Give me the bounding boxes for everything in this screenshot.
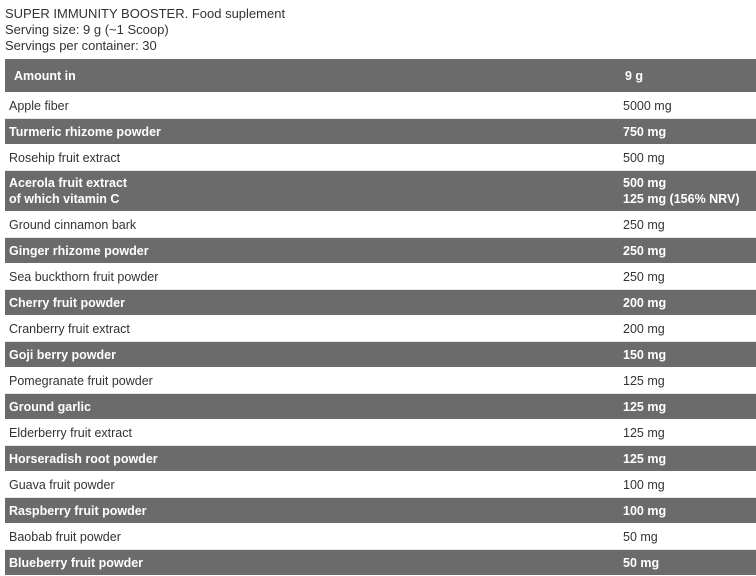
table-row	[5, 316, 756, 342]
ingredient-sub-amount: 125 mg (156% NRV)	[623, 192, 740, 206]
ingredient-amount: 250 mg	[617, 212, 756, 238]
table-row	[5, 264, 756, 290]
table-row	[5, 238, 756, 264]
header-amount: 9 g	[617, 59, 756, 93]
ingredient-name: Cherry fruit powder	[5, 290, 617, 316]
table-row	[5, 524, 756, 550]
table-row	[5, 290, 756, 316]
ingredient-amount: 150 mg	[617, 342, 756, 368]
table-row	[5, 93, 756, 119]
ingredient-name: Turmeric rhizome powder	[5, 119, 617, 145]
table-row	[5, 368, 756, 394]
table-row	[5, 472, 756, 498]
ingredient-amount: 125 mg	[617, 446, 756, 472]
ingredient-name: Acerola fruit extract	[9, 176, 128, 190]
table-row	[5, 171, 756, 212]
ingredient-amount: 5000 mg	[617, 93, 756, 119]
ingredient-name: Horseradish root powder	[5, 446, 617, 472]
table-row	[5, 498, 756, 524]
ingredient-amount: 50 mg	[617, 550, 756, 576]
ingredient-name: Ground cinnamon bark	[5, 212, 617, 238]
ingredient-amount: 125 mg	[617, 368, 756, 394]
ingredient-amount: 100 mg	[617, 498, 756, 524]
ingredient-amount: 250 mg	[617, 264, 756, 290]
table-row	[5, 446, 756, 472]
ingredient-name: Baobab fruit powder	[5, 524, 617, 550]
ingredient-name: Cranberry fruit extract	[5, 316, 617, 342]
serving-size: Serving size: 9 g (~1 Scoop)	[5, 22, 169, 37]
ingredient-amount: 200 mg	[617, 316, 756, 342]
ingredient-sub-name: of which vitamin C	[9, 192, 120, 206]
ingredient-name: Ground garlic	[5, 394, 617, 420]
header-ingredient: Amount in	[5, 59, 617, 93]
ingredient-name: Elderberry fruit extract	[5, 420, 617, 446]
ingredient-name: Blueberry fruit powder	[5, 550, 617, 576]
table-row	[5, 420, 756, 446]
product-intro	[0, 0, 756, 54]
ingredient-amount: 125 mg	[617, 394, 756, 420]
ingredient-name: Rosehip fruit extract	[5, 145, 617, 171]
table-row	[5, 394, 756, 420]
amount-cell	[617, 171, 756, 212]
nutrition-table	[5, 59, 756, 576]
product-line: SUPER IMMUNITY BOOSTER. Food suplement	[5, 6, 286, 21]
ingredient-name: Ginger rhizome powder	[5, 238, 617, 264]
ingredient-amount: 100 mg	[617, 472, 756, 498]
table-row	[5, 550, 756, 576]
table-row	[5, 119, 756, 145]
ingredient-name: Goji berry powder	[5, 342, 617, 368]
ingredient-amount: 500 mg	[617, 145, 756, 171]
table-row	[5, 145, 756, 171]
ingredient-name: Sea buckthorn fruit powder	[5, 264, 617, 290]
ingredient-name: Pomegranate fruit powder	[5, 368, 617, 394]
ingredient-cell	[5, 171, 617, 212]
ingredient-name: Guava fruit powder	[5, 472, 617, 498]
servings-per-container: Servings per container: 30	[5, 38, 157, 53]
table-header-row	[5, 59, 756, 93]
ingredient-amount: 250 mg	[617, 238, 756, 264]
table-row	[5, 212, 756, 238]
ingredient-amount: 50 mg	[617, 524, 756, 550]
ingredient-amount: 500 mg	[623, 176, 667, 190]
ingredient-name: Raspberry fruit powder	[5, 498, 617, 524]
ingredient-amount: 750 mg	[617, 119, 756, 145]
ingredient-name: Apple fiber	[5, 93, 617, 119]
table-row	[5, 342, 756, 368]
ingredient-amount: 125 mg	[617, 420, 756, 446]
ingredient-amount: 200 mg	[617, 290, 756, 316]
